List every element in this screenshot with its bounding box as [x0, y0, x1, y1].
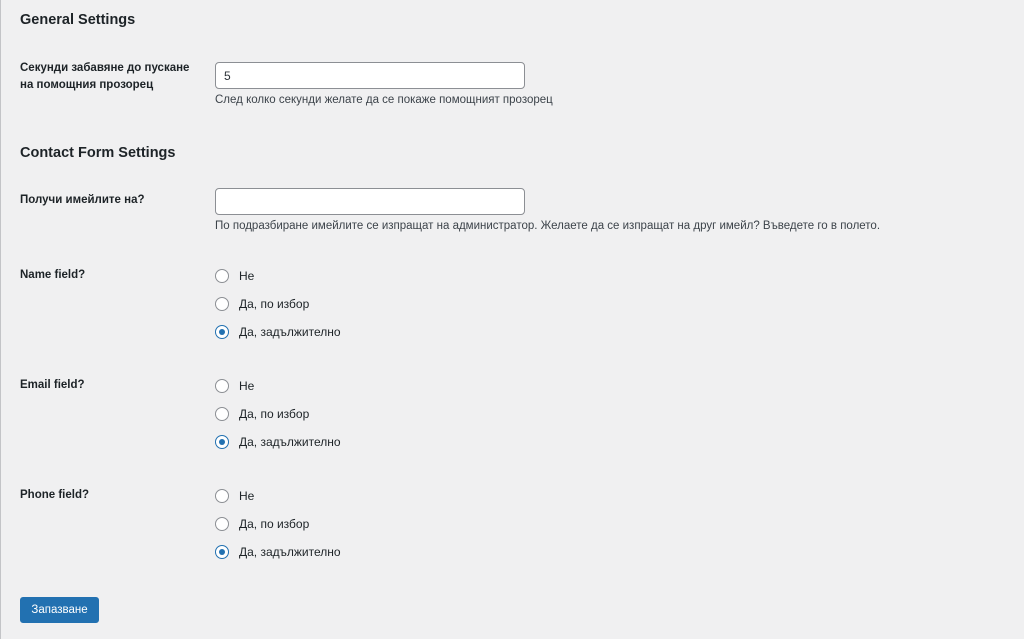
email-field-option-no[interactable] — [215, 378, 254, 394]
radio-button[interactable] — [215, 517, 229, 531]
radio-label: Да, по избор — [239, 517, 310, 531]
email-recipient-input[interactable] — [215, 188, 525, 215]
name-field-option-no[interactable] — [215, 268, 254, 284]
radio-label: Не — [239, 379, 255, 393]
save-button[interactable]: Запазване — [20, 597, 99, 623]
radio-button[interactable] — [215, 407, 229, 421]
email-field-label: Email field? — [20, 379, 85, 391]
contact-form-settings-heading: Contact Form Settings — [20, 145, 176, 161]
radio-button[interactable] — [215, 269, 229, 283]
radio-label: Да, задължително — [239, 545, 341, 559]
delay-input[interactable] — [215, 62, 525, 89]
email-recipient-label: Получи имейлите на? — [20, 194, 145, 206]
radio-button[interactable] — [215, 297, 229, 311]
email-recipient-description: По подразбиране имейлите се изпращат на администратор. Желаете да се изпращат на друг имейл? Въведете го в полето. — [215, 220, 881, 232]
radio-label: Да, задължително — [239, 325, 341, 339]
email-field-option-optional[interactable] — [215, 406, 309, 422]
radio-label: Не — [239, 269, 255, 283]
phone-field-option-required[interactable] — [215, 544, 341, 560]
radio-button-checked[interactable] — [215, 545, 229, 559]
name-field-label: Name field? — [20, 269, 86, 281]
phone-field-label: Phone field? — [20, 489, 89, 501]
radio-label: Да, по избор — [239, 407, 310, 421]
radio-button-checked[interactable] — [215, 435, 229, 449]
delay-label: Секунди забавяне до пускане на помощния прозорец — [20, 62, 190, 91]
radio-label: Да, задължително — [239, 435, 341, 449]
name-field-option-required[interactable] — [215, 324, 341, 340]
radio-label: Не — [239, 489, 255, 503]
radio-button-checked[interactable] — [215, 325, 229, 339]
radio-button[interactable] — [215, 379, 229, 393]
phone-field-option-optional[interactable] — [215, 516, 309, 532]
name-field-option-optional[interactable] — [215, 296, 309, 312]
delay-description: След колко секунди желате да се покаже помощният прозорец — [215, 94, 553, 106]
phone-field-option-no[interactable] — [215, 488, 254, 504]
email-field-option-required[interactable] — [215, 434, 341, 450]
general-settings-heading: General Settings — [20, 12, 136, 28]
radio-label: Да, по избор — [239, 297, 310, 311]
radio-button[interactable] — [215, 489, 229, 503]
